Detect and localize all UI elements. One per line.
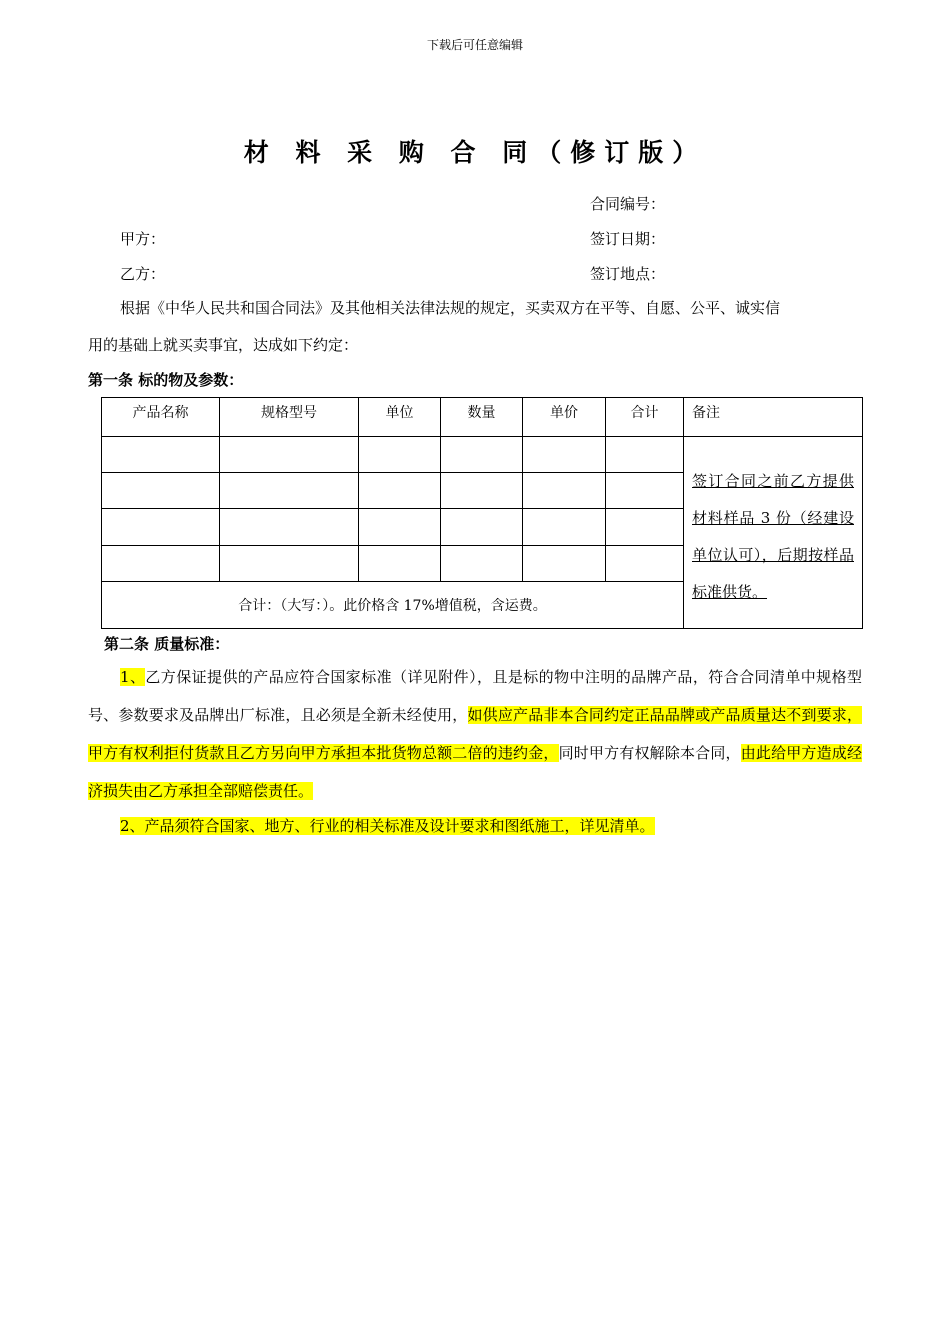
table-cell (220, 473, 359, 509)
table-cell (523, 546, 606, 582)
table-cell (606, 546, 684, 582)
intro-line-1: 根据《中华人民共和国合同法》及其他相关法律法规的规定，买卖双方在平等、自愿、公平、诚实信 (120, 299, 781, 317)
intro-line-2: 用的基础上就买卖事宜，达成如下约定： (88, 336, 359, 354)
header-unit: 单位 (359, 398, 441, 437)
header-unit-price: 单价 (523, 398, 606, 437)
table-cell (220, 546, 359, 582)
clause-1-text-a: 乙方保证提供的产品应符合国家标准（详见附件），且是标的物中注明的品牌产品，符合合同清单中规格型号、参数要求及品牌出厂标准，且必须是全新未经使用， (88, 668, 862, 724)
table-cell (359, 437, 441, 473)
table-cell (102, 473, 220, 509)
section-1-title: 第一条 标的物及参数： (88, 371, 244, 389)
header-remark: 备注 (684, 398, 863, 437)
clause-1-text-c: 同时甲方有权解除本合同， (558, 744, 741, 762)
quality-clause-1 (88, 658, 862, 810)
party-a-label: 甲方： (120, 230, 166, 248)
clause-1-text-d: 由此给甲方造成经济损失由乙方承担全部赔偿责任。 (88, 744, 862, 800)
table-cell (523, 509, 606, 546)
section-2-title: 第二条 质量标准： (104, 635, 230, 653)
table-cell (102, 437, 220, 473)
table-cell (359, 546, 441, 582)
clause-2-text: 2、产品须符合国家、地方、行业的相关标准及设计要求和图纸施工，详见清单。 (120, 817, 655, 835)
table-row (102, 437, 863, 473)
table-cell (359, 509, 441, 546)
total-row-text: 合计：（大写：）。此价格含 17%增值税，含运费。 (102, 582, 684, 629)
clause-1-text-b: 如供应产品非本合同约定正品品牌或产品质量达不到要求，甲方有权利拒付货款且乙方另向甲方承担本批货物总额二倍的违约金， (88, 706, 862, 762)
page-header-note: 下载后可任意编辑 (426, 38, 523, 52)
header-quantity: 数量 (441, 398, 523, 437)
quality-clause-2 (120, 815, 655, 836)
table-cell (606, 437, 684, 473)
table-cell (606, 473, 684, 509)
table-cell (523, 473, 606, 509)
sign-place-label: 签订地点： (590, 265, 666, 283)
remark-cell: 签订合同之前乙方提供材料样品 3 份（经建设单位认可），后期按样品标准供货。 (684, 437, 863, 629)
party-b-label: 乙方： (120, 265, 166, 283)
header-subtotal: 合计 (606, 398, 684, 437)
clause-1-number: 1、 (120, 668, 146, 686)
table-cell (102, 509, 220, 546)
table-cell (359, 473, 441, 509)
table-cell (441, 546, 523, 582)
product-spec-table (101, 397, 863, 629)
table-cell (220, 509, 359, 546)
table-cell (441, 473, 523, 509)
header-product-name: 产品名称 (102, 398, 220, 437)
table-cell (102, 546, 220, 582)
table-cell (606, 509, 684, 546)
table-cell (441, 437, 523, 473)
contract-number-label: 合同编号： (590, 195, 666, 213)
table-cell (441, 509, 523, 546)
table-cell (523, 437, 606, 473)
header-spec-model: 规格型号 (220, 398, 359, 437)
sign-date-label: 签订日期： (590, 230, 666, 248)
table-cell (220, 437, 359, 473)
document-title: 材 料 采 购 合 同（修订版） (243, 138, 707, 167)
